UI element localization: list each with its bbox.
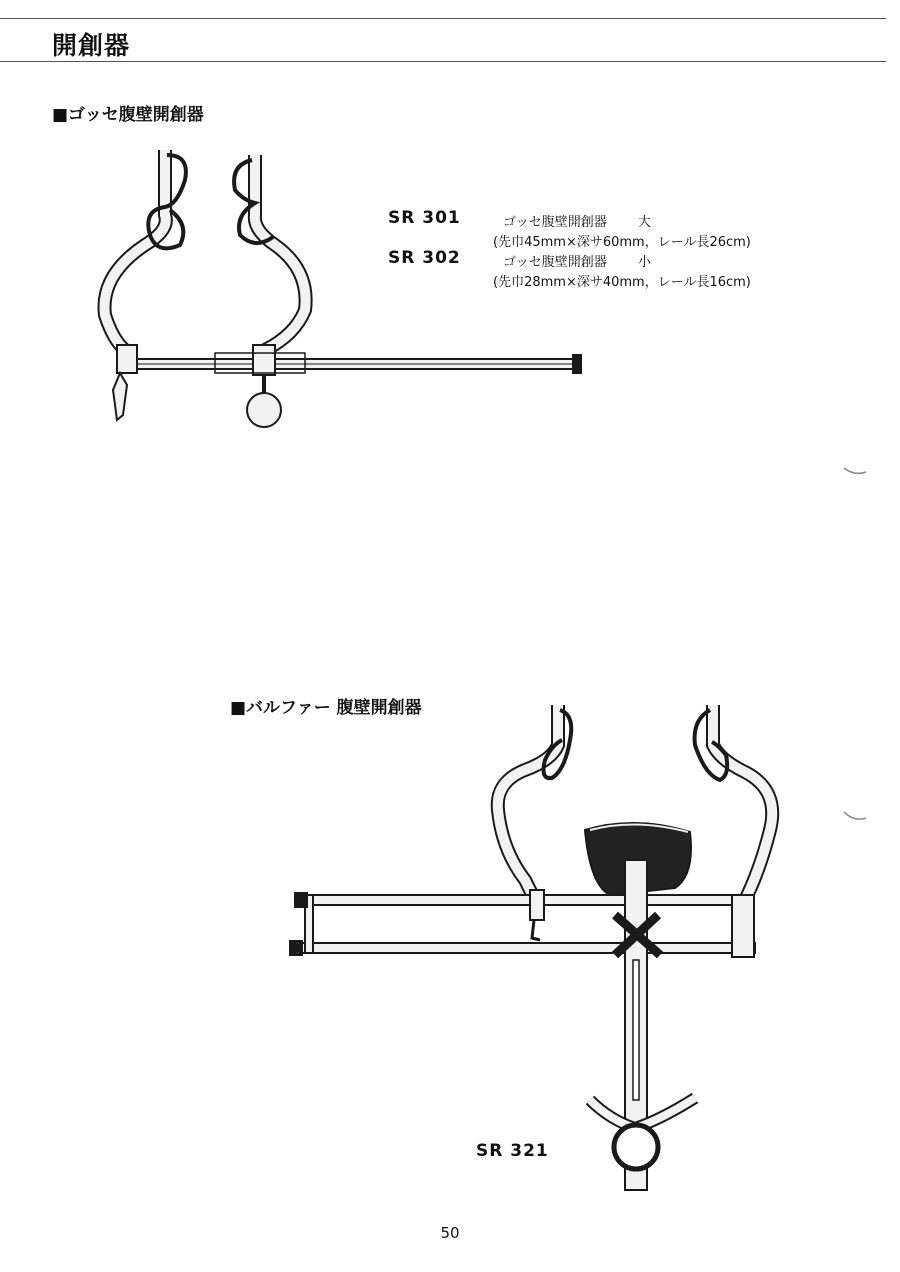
gosse-item-size-2: 小: [638, 255, 652, 270]
balfour-right-arm: [713, 705, 772, 900]
header-top-rule: [0, 18, 886, 19]
balfour-right-block: [732, 895, 754, 957]
gosse-section-heading: ■ゴッセ腹壁開創器: [52, 105, 204, 125]
margin-mark-2: [842, 806, 872, 826]
balfour-left-arm: [498, 705, 558, 900]
balfour-lower-rail: [300, 943, 755, 953]
gosse-item-spec-2: (先巾28mm×深サ40mm，レール長16cm): [493, 275, 751, 290]
gosse-thumb-screw: [247, 393, 281, 427]
margin-mark-1: [842, 458, 872, 478]
gosse-item-name-2: ゴッセ腹壁開創器: [503, 255, 607, 270]
gosse-slider-block: [253, 345, 275, 375]
gosse-left-tip: [113, 373, 127, 420]
header-bottom-rule: [0, 61, 886, 62]
balfour-item-code: SR 321: [476, 1141, 549, 1161]
balfour-retractor-image: [290, 700, 770, 1170]
gosse-retractor-image: [95, 145, 595, 445]
gosse-left-block: [117, 345, 137, 373]
gosse-item-name-1: ゴッセ腹壁開創器: [503, 215, 607, 230]
gosse-item-spec-1: (先巾45mm×深サ60mm，レール長26cm): [493, 235, 751, 250]
page-title: 開創器: [52, 31, 131, 60]
gosse-item-code-2: SR 302: [388, 248, 461, 268]
balfour-upper-knob: [295, 893, 307, 907]
gosse-rail-knob: [573, 355, 581, 373]
gosse-item-code-1: SR 301: [388, 208, 461, 228]
balfour-upper-rail: [305, 895, 750, 905]
balfour-section-heading: ■バルファー 腹壁開創器: [230, 698, 422, 718]
balfour-lower-knob: [290, 941, 302, 955]
gosse-item-size-1: 大: [638, 215, 652, 230]
page-number: 50: [440, 1224, 460, 1242]
balfour-left-block: [530, 890, 544, 920]
balfour-handle-ring: [614, 1125, 658, 1169]
